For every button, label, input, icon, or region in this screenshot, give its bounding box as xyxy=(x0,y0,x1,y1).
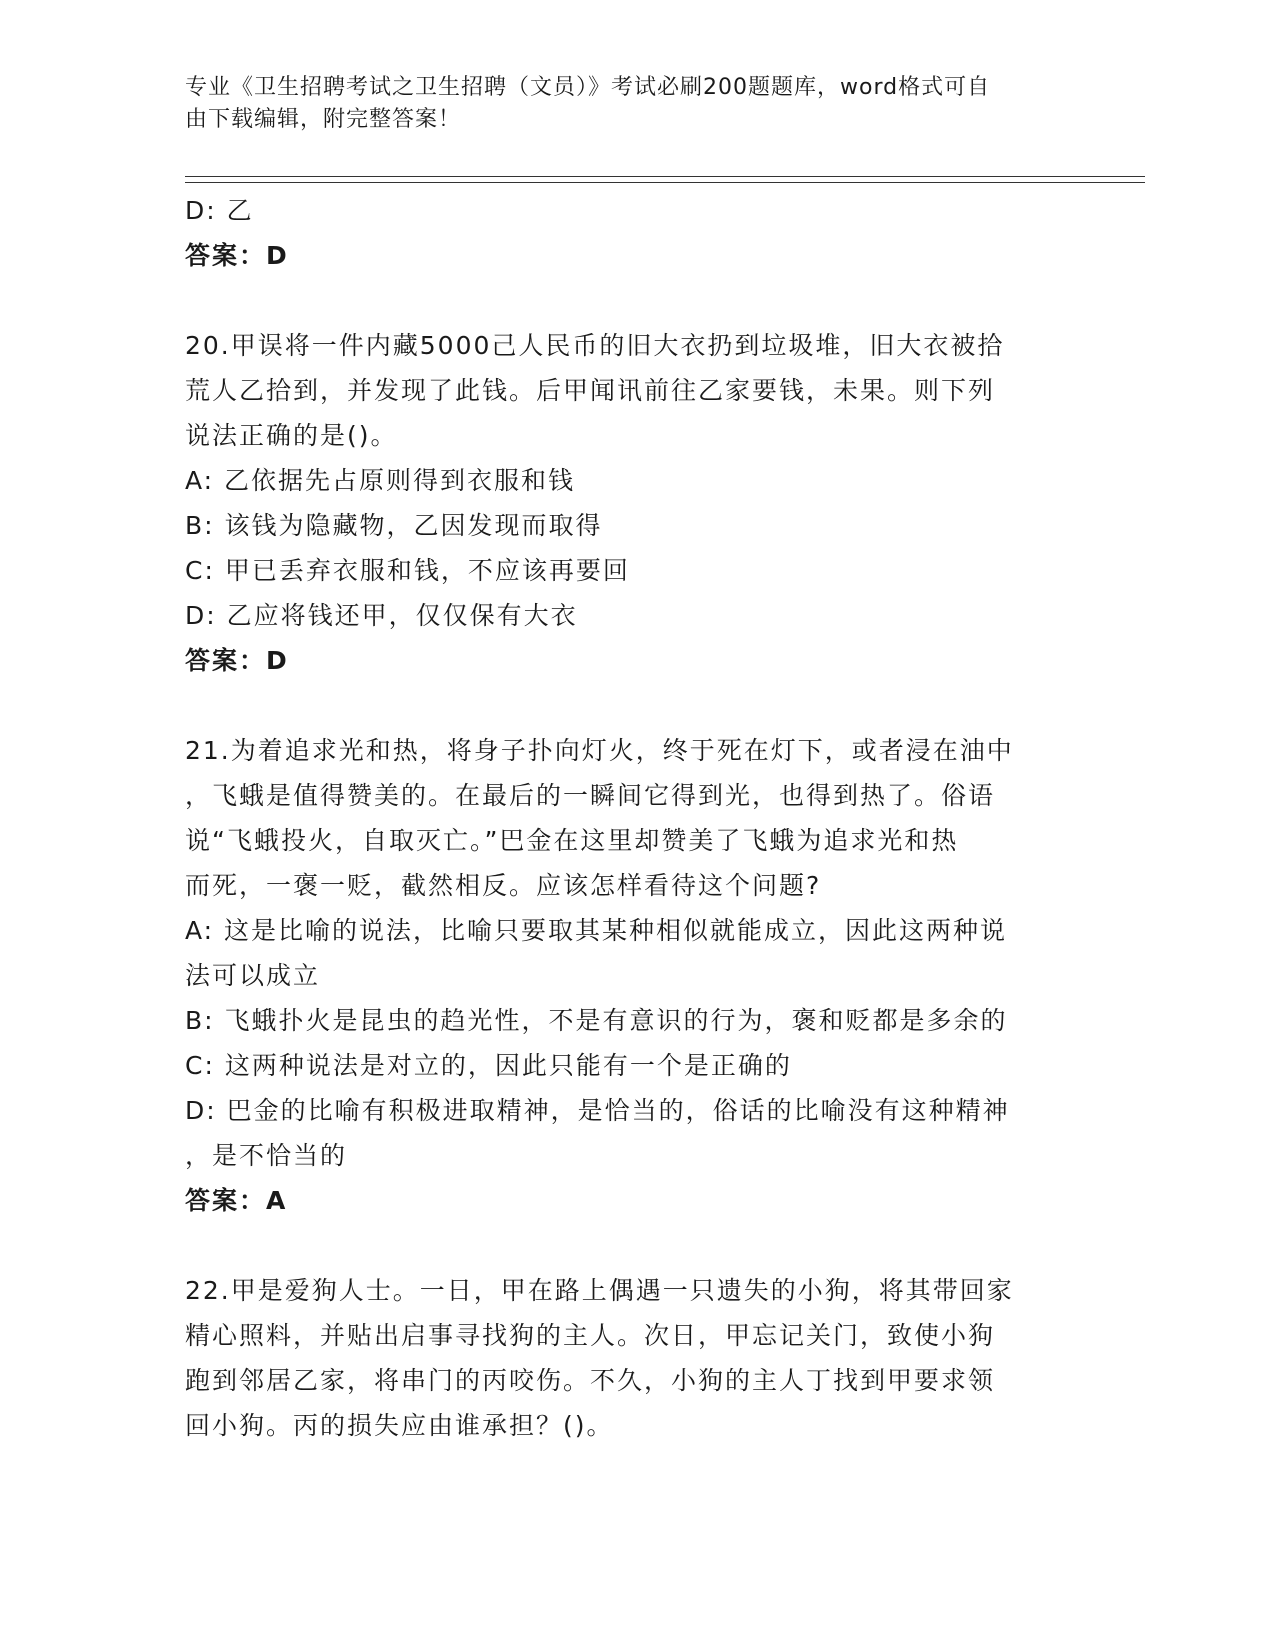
question-stem-line: 21.为着追求光和热，将身子扑向灯火，终于死在灯下，或者浸在油中 xyxy=(185,736,1014,765)
option-a: A: 这是比喻的说法，比喻只要取其某种相似就能成立，因此这两种说 xyxy=(185,916,1008,945)
option-b: B: 该钱为隐藏物，乙因发现而取得 xyxy=(185,511,603,540)
question-stem-line: 22.甲是爱狗人士。一日，甲在路上偶遇一只遗失的小狗，将其带回家 xyxy=(185,1276,1014,1305)
header-divider xyxy=(185,176,1145,183)
option-b: B: 飞蛾扑火是昆虫的趋光性，不是有意识的行为，褒和贬都是多余的 xyxy=(185,1006,1008,1035)
spacer xyxy=(185,683,1065,728)
previous-question-tail xyxy=(185,188,1065,278)
question-22 xyxy=(185,1268,1065,1448)
answer-line: 答案：A xyxy=(185,1186,288,1215)
question-stem-line: 荒人乙拾到，并发现了此钱。后甲闻讯前往乙家要钱，未果。则下列 xyxy=(185,376,996,405)
question-stem-line: 说“飞蛾投火，自取灭亡。”巴金在这里却赞美了飞蛾为追求光和热 xyxy=(185,826,959,855)
question-stem-line: 说法正确的是()。 xyxy=(185,421,398,450)
document-body xyxy=(185,188,1065,1448)
question-stem-line: ，飞蛾是值得赞美的。在最后的一瞬间它得到光，也得到热了。俗语 xyxy=(185,781,996,810)
question-stem-line: 回小狗。丙的损失应由谁承担？()。 xyxy=(185,1411,614,1440)
question-stem-line: 跑到邻居乙家，将串门的丙咬伤。不久，小狗的主人丁找到甲要求领 xyxy=(185,1366,996,1395)
spacer xyxy=(185,1223,1065,1268)
page-header xyxy=(185,72,1065,136)
option-c: C: 这两种说法是对立的，因此只能有一个是正确的 xyxy=(185,1051,792,1080)
option-a-continued: 法可以成立 xyxy=(185,961,321,990)
option-a: A: 乙依据先占原则得到衣服和钱 xyxy=(185,466,576,495)
question-21 xyxy=(185,728,1065,1223)
answer-line: 答案：D xyxy=(185,241,289,270)
answer-line: 答案：D xyxy=(185,646,289,675)
header-line-2: 由下载编辑，附完整答案！ xyxy=(185,107,462,132)
question-20 xyxy=(185,323,1065,683)
spacer xyxy=(185,278,1065,323)
option-d-continued: ，是不恰当的 xyxy=(185,1141,348,1170)
option-d: D: 乙 xyxy=(185,196,254,225)
option-d: D: 乙应将钱还甲，仅仅保有大衣 xyxy=(185,601,578,630)
option-c: C: 甲已丢弃衣服和钱，不应该再要回 xyxy=(185,556,630,585)
option-d: D: 巴金的比喻有积极进取精神，是恰当的，俗话的比喻没有这种精神 xyxy=(185,1096,1010,1125)
question-stem-line: 20.甲误将一件内藏5000己人民币的旧大衣扔到垃圾堆，旧大衣被拾 xyxy=(185,331,1005,360)
question-stem-line: 精心照料，并贴出启事寻找狗的主人。次日，甲忘记关门，致使小狗 xyxy=(185,1321,996,1350)
header-line-1: 专业《卫生招聘考试之卫生招聘（文员）》考试必刷200题题库，word格式可自 xyxy=(185,75,991,100)
question-stem-line: 而死，一褒一贬，截然相反。应该怎样看待这个问题? xyxy=(185,871,822,900)
